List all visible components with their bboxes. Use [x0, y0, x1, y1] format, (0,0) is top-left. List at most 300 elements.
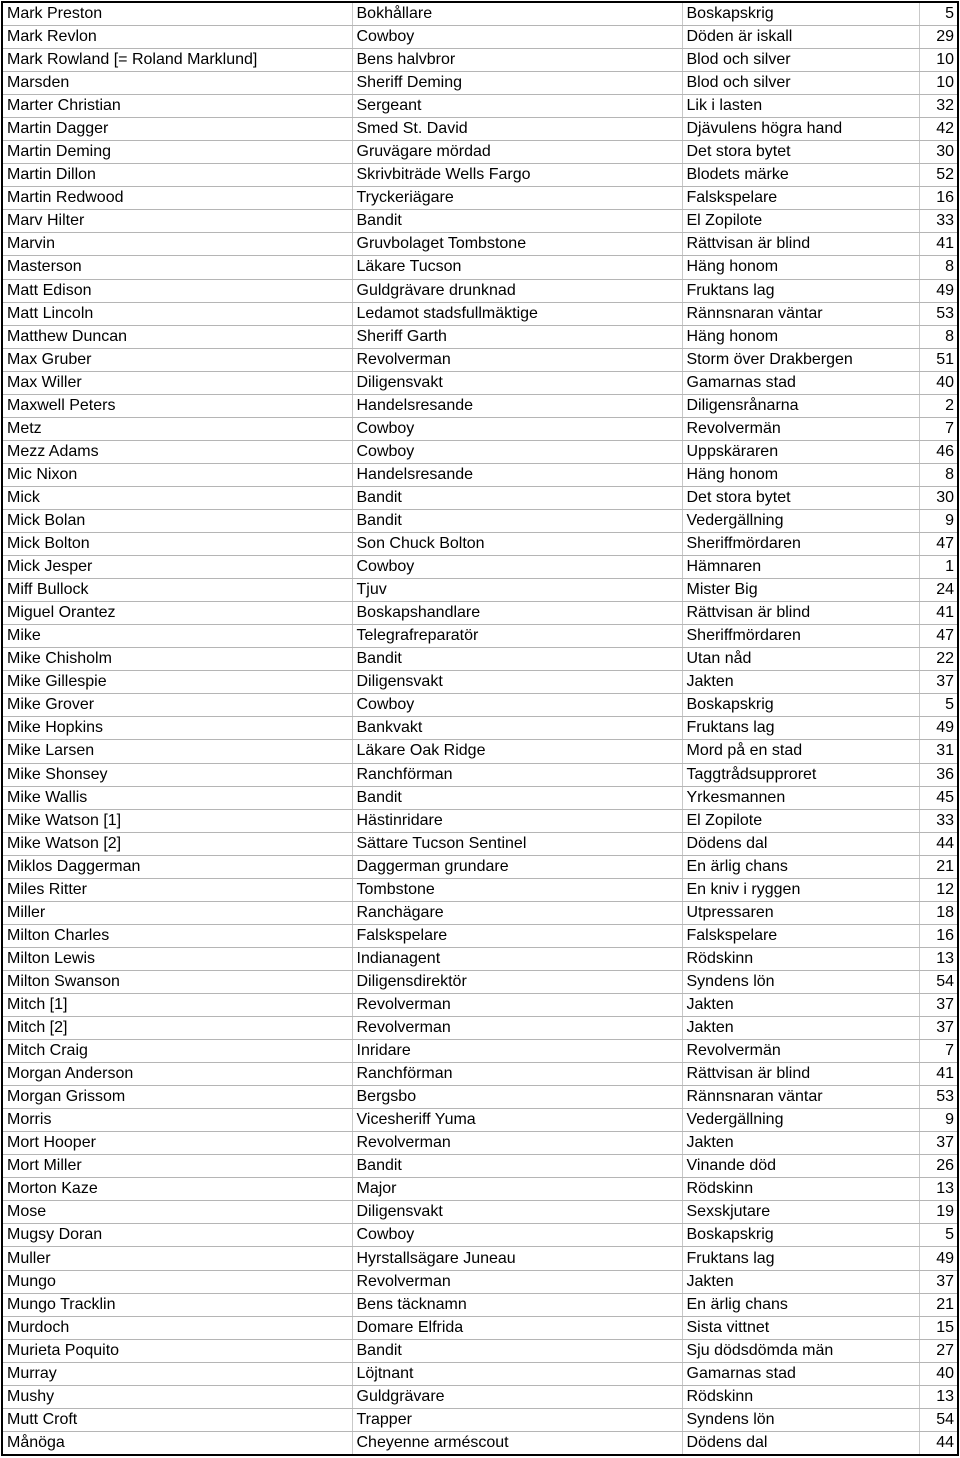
character-name-cell: Mushy: [2, 1385, 352, 1408]
table-row: [2, 1132, 958, 1155]
issue-number-cell: 40: [919, 371, 958, 394]
role-cell: Sheriff Garth: [352, 325, 682, 348]
table-row: [2, 1385, 958, 1408]
role-cell: Läkare Oak Ridge: [352, 740, 682, 763]
book-title-cell: Gamarnas stad: [682, 1362, 919, 1385]
character-name-cell: Miles Ritter: [2, 878, 352, 901]
table-row: [2, 832, 958, 855]
issue-number-cell: 52: [919, 164, 958, 187]
character-name-cell: Martin Dillon: [2, 164, 352, 187]
book-title-cell: Hämnaren: [682, 556, 919, 579]
role-cell: Revolverman: [352, 348, 682, 371]
role-cell: Gruvbolaget Tombstone: [352, 233, 682, 256]
book-title-cell: Storm över Drakbergen: [682, 348, 919, 371]
character-name-cell: Månöga: [2, 1431, 352, 1455]
issue-number-cell: 1: [919, 556, 958, 579]
role-cell: Revolverman: [352, 993, 682, 1016]
table-row: [2, 1063, 958, 1086]
role-cell: Bandit: [352, 486, 682, 509]
table-row: [2, 579, 958, 602]
table-row: [2, 118, 958, 141]
book-title-cell: Blodets märke: [682, 164, 919, 187]
table-body: [2, 2, 958, 1455]
role-cell: Guldgrävare drunknad: [352, 279, 682, 302]
issue-number-cell: 16: [919, 187, 958, 210]
character-name-cell: Mick: [2, 486, 352, 509]
table-row: [2, 348, 958, 371]
character-name-cell: Muller: [2, 1247, 352, 1270]
role-cell: Bandit: [352, 1155, 682, 1178]
role-cell: Trapper: [352, 1408, 682, 1431]
table-row: [2, 1362, 958, 1385]
book-title-cell: Diligensrånarna: [682, 394, 919, 417]
role-cell: Bokhållare: [352, 2, 682, 26]
book-title-cell: Dödens dal: [682, 1431, 919, 1455]
book-title-cell: Rännsnaran väntar: [682, 302, 919, 325]
table-row: [2, 533, 958, 556]
issue-number-cell: 32: [919, 95, 958, 118]
character-name-cell: Miff Bullock: [2, 579, 352, 602]
table-row: [2, 302, 958, 325]
role-cell: Boskapshandlare: [352, 602, 682, 625]
role-cell: Skrivbiträde Wells Fargo: [352, 164, 682, 187]
book-title-cell: Mister Big: [682, 579, 919, 602]
role-cell: Gruvägare mördad: [352, 141, 682, 164]
book-title-cell: Mord på en stad: [682, 740, 919, 763]
table-row: [2, 763, 958, 786]
character-name-cell: Murdoch: [2, 1316, 352, 1339]
book-title-cell: Boskapskrig: [682, 694, 919, 717]
issue-number-cell: 30: [919, 486, 958, 509]
book-title-cell: Vedergällning: [682, 1109, 919, 1132]
role-cell: Cowboy: [352, 694, 682, 717]
book-title-cell: Syndens lön: [682, 970, 919, 993]
table-row: [2, 1316, 958, 1339]
table-row: [2, 694, 958, 717]
role-cell: Bandit: [352, 786, 682, 809]
character-name-cell: Miguel Orantez: [2, 602, 352, 625]
table-row: [2, 1408, 958, 1431]
character-name-cell: Mose: [2, 1201, 352, 1224]
book-title-cell: En ärlig chans: [682, 1293, 919, 1316]
role-cell: Handelsresande: [352, 394, 682, 417]
character-name-cell: Mitch Craig: [2, 1040, 352, 1063]
book-title-cell: En kniv i ryggen: [682, 878, 919, 901]
role-cell: Ledamot stadsfullmäktige: [352, 302, 682, 325]
issue-number-cell: 5: [919, 2, 958, 26]
book-title-cell: Rättvisan är blind: [682, 602, 919, 625]
role-cell: Sergeant: [352, 95, 682, 118]
issue-number-cell: 37: [919, 1017, 958, 1040]
book-title-cell: Utpressaren: [682, 901, 919, 924]
issue-number-cell: 15: [919, 1316, 958, 1339]
character-name-cell: Mike Grover: [2, 694, 352, 717]
book-title-cell: Fruktans lag: [682, 717, 919, 740]
role-cell: Ranchförman: [352, 763, 682, 786]
issue-number-cell: 51: [919, 348, 958, 371]
character-name-cell: Mitch [1]: [2, 993, 352, 1016]
role-cell: Löjtnant: [352, 1362, 682, 1385]
issue-number-cell: 19: [919, 1201, 958, 1224]
role-cell: Falskspelare: [352, 924, 682, 947]
table-row: [2, 509, 958, 532]
book-title-cell: Boskapskrig: [682, 2, 919, 26]
table-row: [2, 1178, 958, 1201]
role-cell: Cowboy: [352, 440, 682, 463]
table-row: [2, 947, 958, 970]
book-title-cell: Vinande död: [682, 1155, 919, 1178]
role-cell: Cheyenne arméscout: [352, 1431, 682, 1455]
character-name-cell: Miklos Daggerman: [2, 855, 352, 878]
table-row: [2, 1270, 958, 1293]
issue-number-cell: 18: [919, 901, 958, 924]
character-name-cell: Mark Revlon: [2, 26, 352, 49]
table-row: [2, 187, 958, 210]
issue-number-cell: 7: [919, 1040, 958, 1063]
issue-number-cell: 42: [919, 118, 958, 141]
character-name-cell: Mick Bolan: [2, 509, 352, 532]
issue-number-cell: 37: [919, 671, 958, 694]
table-row: [2, 440, 958, 463]
issue-number-cell: 8: [919, 325, 958, 348]
table-row: [2, 486, 958, 509]
table-row: [2, 809, 958, 832]
book-title-cell: Dödens dal: [682, 832, 919, 855]
issue-number-cell: 53: [919, 1086, 958, 1109]
character-name-cell: Morgan Anderson: [2, 1063, 352, 1086]
table-row: [2, 233, 958, 256]
table-row: [2, 141, 958, 164]
book-title-cell: Jakten: [682, 1132, 919, 1155]
character-name-cell: Mick Jesper: [2, 556, 352, 579]
table-row: [2, 1293, 958, 1316]
role-cell: Diligensvakt: [352, 1201, 682, 1224]
table-row: [2, 95, 958, 118]
character-name-cell: Morton Kaze: [2, 1178, 352, 1201]
book-title-cell: Rödskinn: [682, 947, 919, 970]
issue-number-cell: 49: [919, 279, 958, 302]
character-name-cell: Murray: [2, 1362, 352, 1385]
book-title-cell: Fruktans lag: [682, 1247, 919, 1270]
book-title-cell: Jakten: [682, 1017, 919, 1040]
issue-number-cell: 21: [919, 855, 958, 878]
character-name-cell: Mort Hooper: [2, 1132, 352, 1155]
issue-number-cell: 46: [919, 440, 958, 463]
table-row: [2, 671, 958, 694]
character-name-cell: Masterson: [2, 256, 352, 279]
issue-number-cell: 41: [919, 602, 958, 625]
character-name-cell: Marv Hilter: [2, 210, 352, 233]
issue-number-cell: 37: [919, 1132, 958, 1155]
character-name-cell: Mort Miller: [2, 1155, 352, 1178]
role-cell: Sättare Tucson Sentinel: [352, 832, 682, 855]
role-cell: Cowboy: [352, 1224, 682, 1247]
book-title-cell: Häng honom: [682, 463, 919, 486]
character-name-cell: Mike Shonsey: [2, 763, 352, 786]
character-name-cell: Max Gruber: [2, 348, 352, 371]
book-title-cell: Revolvermän: [682, 417, 919, 440]
table-row: [2, 26, 958, 49]
issue-number-cell: 49: [919, 1247, 958, 1270]
character-name-cell: Matt Lincoln: [2, 302, 352, 325]
character-name-cell: Mark Rowland [= Roland Marklund]: [2, 49, 352, 72]
role-cell: Tryckeriägare: [352, 187, 682, 210]
role-cell: Hästinridare: [352, 809, 682, 832]
role-cell: Ranchägare: [352, 901, 682, 924]
character-name-cell: Mike Hopkins: [2, 717, 352, 740]
character-name-cell: Max Willer: [2, 371, 352, 394]
table-row: [2, 394, 958, 417]
role-cell: Diligensvakt: [352, 371, 682, 394]
role-cell: Bandit: [352, 210, 682, 233]
character-name-cell: Mezz Adams: [2, 440, 352, 463]
role-cell: Diligensvakt: [352, 671, 682, 694]
table-row: [2, 786, 958, 809]
issue-number-cell: 5: [919, 694, 958, 717]
character-name-cell: Maxwell Peters: [2, 394, 352, 417]
role-cell: Bens täcknamn: [352, 1293, 682, 1316]
table-row: [2, 625, 958, 648]
role-cell: Vicesheriff Yuma: [352, 1109, 682, 1132]
character-name-cell: Marsden: [2, 72, 352, 95]
role-cell: Revolverman: [352, 1132, 682, 1155]
character-name-cell: Mic Nixon: [2, 463, 352, 486]
character-name-cell: Mungo: [2, 1270, 352, 1293]
role-cell: Guldgrävare: [352, 1385, 682, 1408]
book-title-cell: Yrkesmannen: [682, 786, 919, 809]
character-name-cell: Mike Gillespie: [2, 671, 352, 694]
book-title-cell: Rättvisan är blind: [682, 233, 919, 256]
book-title-cell: Utan nåd: [682, 648, 919, 671]
issue-number-cell: 13: [919, 1385, 958, 1408]
book-title-cell: Döden är iskall: [682, 26, 919, 49]
character-name-cell: Mungo Tracklin: [2, 1293, 352, 1316]
table-row: [2, 924, 958, 947]
issue-number-cell: 41: [919, 1063, 958, 1086]
role-cell: Telegrafreparatör: [352, 625, 682, 648]
issue-number-cell: 13: [919, 1178, 958, 1201]
book-title-cell: Sista vittnet: [682, 1316, 919, 1339]
character-name-cell: Mark Preston: [2, 2, 352, 26]
issue-number-cell: 31: [919, 740, 958, 763]
role-cell: Diligensdirektör: [352, 970, 682, 993]
role-cell: Revolverman: [352, 1017, 682, 1040]
book-title-cell: Boskapskrig: [682, 1224, 919, 1247]
issue-number-cell: 33: [919, 809, 958, 832]
table-row: [2, 556, 958, 579]
character-name-cell: Mike Wallis: [2, 786, 352, 809]
issue-number-cell: 5: [919, 1224, 958, 1247]
issue-number-cell: 10: [919, 72, 958, 95]
character-name-cell: Martin Dagger: [2, 118, 352, 141]
character-name-cell: Marvin: [2, 233, 352, 256]
character-name-cell: Mitch [2]: [2, 1017, 352, 1040]
issue-number-cell: 54: [919, 970, 958, 993]
table-row: [2, 49, 958, 72]
character-name-cell: Mutt Croft: [2, 1408, 352, 1431]
issue-number-cell: 33: [919, 210, 958, 233]
table-row: [2, 717, 958, 740]
table-row: [2, 2, 958, 26]
table-row: [2, 602, 958, 625]
role-cell: Bandit: [352, 648, 682, 671]
table-row: [2, 325, 958, 348]
book-title-cell: Blod och silver: [682, 49, 919, 72]
book-title-cell: Revolvermän: [682, 1040, 919, 1063]
book-title-cell: El Zopilote: [682, 210, 919, 233]
role-cell: Cowboy: [352, 556, 682, 579]
book-title-cell: Det stora bytet: [682, 141, 919, 164]
issue-number-cell: 49: [919, 717, 958, 740]
book-title-cell: Sju dödsdömda män: [682, 1339, 919, 1362]
book-title-cell: Jakten: [682, 1270, 919, 1293]
character-name-cell: Milton Swanson: [2, 970, 352, 993]
role-cell: Cowboy: [352, 26, 682, 49]
character-name-cell: Mike: [2, 625, 352, 648]
book-title-cell: Falskspelare: [682, 924, 919, 947]
character-name-cell: Morris: [2, 1109, 352, 1132]
role-cell: Revolverman: [352, 1270, 682, 1293]
role-cell: Bankvakt: [352, 717, 682, 740]
book-title-cell: Häng honom: [682, 256, 919, 279]
table-row: [2, 1224, 958, 1247]
character-name-cell: Matt Edison: [2, 279, 352, 302]
character-name-cell: Milton Lewis: [2, 947, 352, 970]
role-cell: Tjuv: [352, 579, 682, 602]
table-row: [2, 740, 958, 763]
table-row: [2, 1109, 958, 1132]
book-title-cell: Jakten: [682, 993, 919, 1016]
issue-number-cell: 47: [919, 625, 958, 648]
table-row: [2, 1040, 958, 1063]
role-cell: Domare Elfrida: [352, 1316, 682, 1339]
table-row: [2, 1339, 958, 1362]
book-title-cell: Det stora bytet: [682, 486, 919, 509]
role-cell: Major: [352, 1178, 682, 1201]
issue-number-cell: 29: [919, 26, 958, 49]
table-row: [2, 417, 958, 440]
role-cell: Sheriff Deming: [352, 72, 682, 95]
book-title-cell: Lik i lasten: [682, 95, 919, 118]
role-cell: Cowboy: [352, 417, 682, 440]
issue-number-cell: 36: [919, 763, 958, 786]
book-title-cell: Fruktans lag: [682, 279, 919, 302]
issue-number-cell: 40: [919, 1362, 958, 1385]
character-name-cell: Martin Redwood: [2, 187, 352, 210]
issue-number-cell: 37: [919, 993, 958, 1016]
table-row: [2, 463, 958, 486]
book-title-cell: Rödskinn: [682, 1178, 919, 1201]
table-row: [2, 210, 958, 233]
issue-number-cell: 54: [919, 1408, 958, 1431]
role-cell: Bens halvbror: [352, 49, 682, 72]
book-title-cell: Rödskinn: [682, 1385, 919, 1408]
character-name-cell: Mike Chisholm: [2, 648, 352, 671]
table-row: [2, 164, 958, 187]
issue-number-cell: 2: [919, 394, 958, 417]
issue-number-cell: 41: [919, 233, 958, 256]
role-cell: Son Chuck Bolton: [352, 533, 682, 556]
book-title-cell: Häng honom: [682, 325, 919, 348]
book-title-cell: Sheriffmördaren: [682, 625, 919, 648]
table-row: [2, 1247, 958, 1270]
issue-number-cell: 24: [919, 579, 958, 602]
table-row: [2, 1017, 958, 1040]
character-name-cell: Metz: [2, 417, 352, 440]
role-cell: Inridare: [352, 1040, 682, 1063]
issue-number-cell: 53: [919, 302, 958, 325]
role-cell: Tombstone: [352, 878, 682, 901]
book-title-cell: Vedergällning: [682, 509, 919, 532]
issue-number-cell: 37: [919, 1270, 958, 1293]
character-name-cell: Mike Watson [1]: [2, 809, 352, 832]
issue-number-cell: 21: [919, 1293, 958, 1316]
character-name-cell: Mick Bolton: [2, 533, 352, 556]
role-cell: Läkare Tucson: [352, 256, 682, 279]
issue-number-cell: 7: [919, 417, 958, 440]
character-name-cell: Mugsy Doran: [2, 1224, 352, 1247]
issue-number-cell: 44: [936, 1433, 954, 1451]
table-row: [2, 878, 958, 901]
issue-number-cell: 45: [919, 786, 958, 809]
role-cell: Hyrstallsägare Juneau: [352, 1247, 682, 1270]
issue-number-cell: 13: [919, 947, 958, 970]
book-title-cell: En ärlig chans: [682, 855, 919, 878]
book-title-cell: Falskspelare: [682, 187, 919, 210]
character-name-cell: Miller: [2, 901, 352, 924]
role-cell: Handelsresande: [352, 463, 682, 486]
book-title-cell: Gamarnas stad: [682, 371, 919, 394]
character-name-cell: Murieta Poquito: [2, 1339, 352, 1362]
book-title-cell: Rännsnaran väntar: [682, 1086, 919, 1109]
issue-number-cell: 12: [919, 878, 958, 901]
issue-number-cell: 8: [919, 256, 958, 279]
book-title-cell: El Zopilote: [682, 809, 919, 832]
character-name-cell: Mike Larsen: [2, 740, 352, 763]
table-row: [2, 1431, 958, 1455]
issue-number-cell: 10: [919, 49, 958, 72]
book-title-cell: Taggtrådsupproret: [682, 763, 919, 786]
issue-number-cell: 47: [919, 533, 958, 556]
role-cell: Ranchförman: [352, 1063, 682, 1086]
issue-number-cell: 16: [919, 924, 958, 947]
issue-number-cell: 26: [919, 1155, 958, 1178]
table-row: [2, 855, 958, 878]
book-title-cell: Rättvisan är blind: [682, 1063, 919, 1086]
character-name-cell: Morgan Grissom: [2, 1086, 352, 1109]
book-title-cell: Jakten: [682, 671, 919, 694]
role-cell: Daggerman grundare: [352, 855, 682, 878]
character-name-cell: Marter Christian: [2, 95, 352, 118]
book-title-cell: Djävulens högra hand: [682, 118, 919, 141]
issue-number-cell: 44: [919, 832, 958, 855]
book-title-cell: Sexskjutare: [682, 1201, 919, 1224]
book-title-cell: Blod och silver: [682, 72, 919, 95]
table-row: [2, 970, 958, 993]
character-table: [1, 1, 959, 1456]
table-row: [2, 256, 958, 279]
role-cell: Bandit: [352, 509, 682, 532]
issue-number-cell: 9: [919, 509, 958, 532]
table-row: [2, 648, 958, 671]
role-cell: Indianagent: [352, 947, 682, 970]
table-row: [2, 993, 958, 1016]
character-name-cell: Mike Watson [2]: [2, 832, 352, 855]
table-row: [2, 1086, 958, 1109]
issue-number-cell: 27: [919, 1339, 958, 1362]
book-title-cell: Uppskäraren: [682, 440, 919, 463]
table-row: [2, 1201, 958, 1224]
